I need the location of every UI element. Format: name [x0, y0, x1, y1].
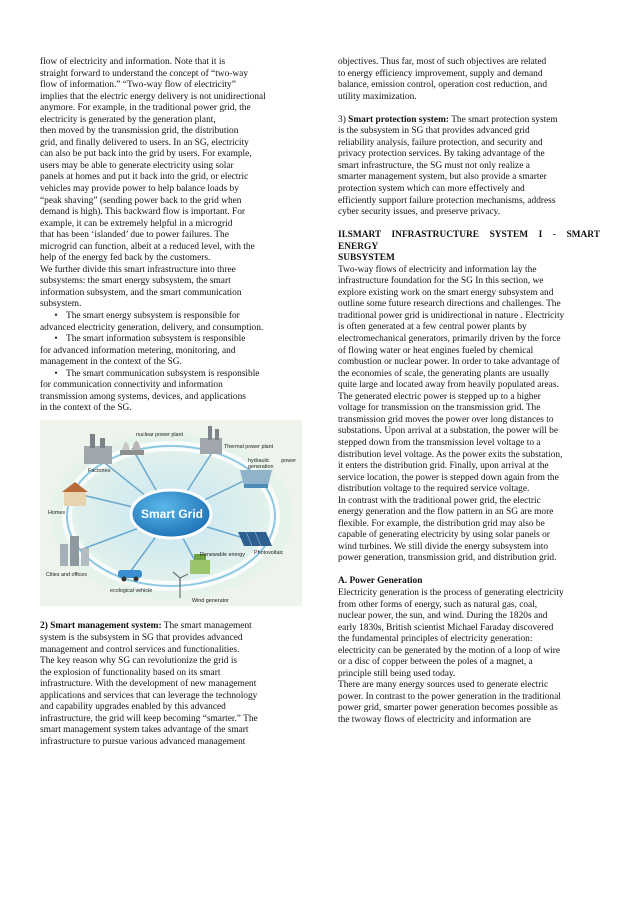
text-line: smarter management system, but also provide a smarter [338, 172, 547, 183]
text-line: combustion or nuclear power. In order to take advantage of [338, 357, 560, 368]
figure-label-homes: Homes [48, 509, 66, 516]
bullet-continuation: for advanced information metering, monitoring, and [40, 345, 236, 356]
text-line: microgrid can function, albeit at a reduced level, with the [40, 241, 255, 252]
bullet-text: The smart energy subsystem is responsible for [66, 311, 240, 322]
section-title-line: SUBSYSTEM [338, 253, 395, 264]
right-column [338, 57, 600, 727]
text-line: electromechanical generators, primarily driven by the force [338, 334, 561, 345]
text-line: In contrast with the traditional power grid, the electric [338, 495, 541, 506]
text-line: is often generated at a few central power plants by [338, 322, 527, 333]
bullet-continuation: in the context of the SG. [40, 403, 132, 414]
text-line: electricity can be generated by the motion of a loop of wire [338, 645, 561, 656]
text-line: “peak shaving” (sending power back to the grid when [40, 195, 242, 206]
text-line: objectives. Thus far, most of such objectives are related [338, 57, 547, 67]
text-line: the fundamental principles of electricity generation: [338, 634, 533, 645]
text-line: transmission grid moves the power over long distances to [338, 414, 554, 425]
text-line: The generated electric power is stepped up to a higher [338, 391, 541, 402]
right-paragraph-1 [338, 57, 600, 103]
text-line: or a disc of copper between the poles of a magnet, a [338, 657, 533, 668]
text-line: then moved by the transmission grid, the distribution [40, 126, 239, 137]
text-line: We further divide this smart infrastructure into three [40, 264, 236, 275]
figure-label-photovoltaic: Photovoltaic [254, 549, 284, 556]
text-line: voltage for transmission on the transmission grid. The [338, 403, 541, 414]
text-line [40, 621, 301, 633]
figure-label-renewable: Renewable energy [200, 551, 245, 558]
text-line: infrastructure foundation for the SG In this section, we [338, 276, 544, 287]
text-line: subsystem. [40, 299, 82, 310]
text-line: smart management system takes advantage of the smart [40, 725, 249, 736]
text-line: grid, and finally delivered to users. In an SG, electricity [40, 137, 249, 148]
bullet-dot-icon: • [54, 311, 58, 322]
text-line: infrastructure to pursue various advanced management [40, 736, 246, 747]
subsystem-bullet-list [40, 311, 301, 415]
text-line: distribution level voltage. As the power exits the substation, [338, 449, 563, 460]
text-line: users may be able to generate electricity using solar [40, 160, 234, 171]
text-line: can also be put back into the grid by users. For example, [40, 149, 252, 160]
text-fragment: 3) [338, 114, 349, 125]
section-heading [338, 230, 600, 265]
text-line: anymore. For example, in the traditional power grid, the [40, 103, 251, 114]
text-line: outline some future research directions and challenges. The [338, 299, 561, 310]
bullet-continuation: management in the context of the SG. [40, 357, 182, 368]
bullet-continuation: transmission among systems, devices, and applications [40, 391, 246, 402]
text-line: flexible. For example, the distribution grid may also be [338, 518, 545, 529]
smart-protection-paragraph [338, 115, 600, 219]
text-line: privacy protection services. By taking advantage of the [338, 149, 545, 160]
figure-label-cities: Cities and offices [46, 571, 87, 578]
section-title-line: II.SMART INFRASTRUCTURE SYSTEM I - SMART ENERGY [338, 230, 600, 252]
text-line: that has been ‘islanded’ due to power failures. The [40, 230, 229, 241]
text-line: explore existing work on the smart energy subsystem and [338, 287, 554, 298]
text-line: quite large and located away from heavily populated areas. [338, 380, 559, 391]
hydraulic-plant-icon [240, 470, 272, 488]
smart-management-heading: 2) Smart management system: [40, 621, 162, 632]
text-fragment: The smart management [161, 621, 252, 632]
figure-label-wind: Wind generator [192, 597, 229, 604]
text-line: smart infrastructure, the SG must not only realize a [338, 160, 530, 171]
bullet-item [40, 369, 301, 381]
text-line: Electricity generation is the process of generating electricity [338, 588, 564, 599]
text-line: is the subsystem in SG that provides advanced grid [338, 126, 530, 137]
bullet-continuation: advanced electricity generation, delivery, and consumption. [40, 322, 264, 333]
text-line: electricity is generated by the generation plant, [40, 114, 216, 125]
text-line: cyber security issues, and preserve privacy. [338, 207, 501, 218]
text-line: The key reason why SG can revolutionize the grid is [40, 656, 238, 667]
text-line: vehicles may provide power to help balance loads by [40, 184, 239, 195]
left-column [40, 57, 301, 748]
text-fragment: The smart protection system [449, 114, 558, 125]
text-line: nuclear power, the sun, and wind. During the 1820s and [338, 611, 548, 622]
left-paragraph-1 [40, 57, 301, 311]
text-line: energy generation and the flow pattern in an SG are more [338, 507, 554, 518]
text-line: capable of generating electricity by using solar panels or [338, 530, 550, 541]
smart-grid-hub-label: Smart Grid [140, 506, 203, 521]
text-line: flow of electricity and information. Note that it is [40, 57, 226, 67]
text-line: infrastructure, the grid will keep becoming “smarter.” The [40, 713, 258, 724]
text-line: it enters the distribution grid. Finally, upon arrival at the [338, 461, 549, 472]
text-line: balance, emission control, operation cost reduction, and [338, 80, 548, 91]
text-line: implies that the electric energy delivery is not unidirectional [40, 91, 266, 102]
text-line: of flowing water or heat engines fueled by chemical [338, 345, 534, 356]
text-line: applications and services that can leverage the technology [40, 690, 258, 701]
text-line: wind turbines. We still divide the energy subsystem into [338, 541, 549, 552]
text-line: system is the subsystem in SG that provides advanced [40, 633, 243, 643]
smart-protection-heading: Smart protection system: [348, 114, 450, 125]
text-line: from other forms of energy, such as natural gas, coal, [338, 599, 538, 610]
smart-grid-figure [40, 420, 302, 606]
figure-label-factories: Factories [88, 467, 111, 474]
bullet-text: The smart information subsystem is responsible [66, 334, 246, 345]
text-line: service location, the power is stepped down again from the [338, 472, 559, 483]
figure-label-vehicle: ecological vehicle [110, 587, 153, 594]
text-line: straight forward to understand the concept of “two-way [40, 68, 249, 79]
text-line: early 1830s, British scientist Michael Faraday discovered [338, 622, 554, 633]
power-generation-subsection [338, 576, 600, 726]
text-line: subsystems: the smart energy subsystem, the smart [40, 276, 231, 287]
text-line: reliability analysis, failure protection, and security and [338, 137, 543, 148]
bullet-dot-icon: • [54, 334, 58, 345]
text-line: help of the energy fed back by the customers. [40, 253, 211, 264]
smart-management-paragraph [40, 621, 301, 748]
text-line: the twoway flows of electricity and information are [338, 715, 531, 726]
figure-label-nuclear: nuclear power plant [136, 431, 184, 438]
text-line: to energy efficiency improvement, supply and demand [338, 68, 543, 79]
figure-label-thermal: Thermal power plant [224, 443, 274, 450]
text-line: utility maximization. [338, 91, 417, 102]
text-line: Two-way flows of electricity and information lay the [338, 264, 537, 275]
bullet-dot-icon: • [54, 368, 58, 379]
text-line: distribution voltage to the required service voltage. [338, 484, 530, 495]
text-line: principle still being used today. [338, 668, 456, 679]
bullet-item [40, 334, 301, 346]
bullet-continuation: for communication connectivity and information [40, 380, 223, 391]
text-line: power grid, smarter power generation becomes possible as [338, 703, 558, 714]
text-line: management and control services and functionalities. [40, 644, 240, 655]
bullet-item [40, 311, 301, 323]
text-line: infrastructure. With the development of new management [40, 679, 257, 690]
text-line: information subsystem, and the smart communication [40, 287, 242, 298]
text-line: stepped down from the transmission level voltage to a [338, 437, 541, 448]
text-line: substations. Upon arrival at a substation, the power will be [338, 426, 559, 437]
text-line: the economies of scale, the generating plants are usually [338, 368, 550, 379]
text-line: power. In contrast to the power generation in the traditional [338, 691, 561, 702]
text-line: There are many energy sources used to generate electric [338, 680, 549, 691]
figure-label-hydraulic: hydraulic power generation [248, 457, 296, 470]
text-line: example, it can be extremely helpful in a microgrid [40, 218, 233, 229]
section-body [338, 265, 600, 565]
text-line: panels at homes and put it back into the grid, or electric [40, 172, 249, 183]
text-line: and capability upgrades enabled by this advanced [40, 702, 226, 713]
text-line: power generation, transmission grid, and distribution grid. [338, 553, 557, 564]
text-line: demand is high). This backward flow is important. For [40, 207, 246, 218]
text-line: efficiently support failure protection mechanisms, address [338, 195, 556, 206]
bullet-text: The smart communication subsystem is responsible [66, 368, 260, 379]
text-line: flow of information.” “Two-way flow of electricity” [40, 80, 236, 91]
subsection-title: A. Power Generation [338, 576, 423, 587]
text-line: traditional power grid is unidirectional in nature . Electricity [338, 310, 565, 321]
text-line [338, 115, 600, 127]
text-line: protection system which can more effectively and [338, 183, 525, 194]
text-line: the explosion of functionality based on its smart [40, 667, 221, 678]
